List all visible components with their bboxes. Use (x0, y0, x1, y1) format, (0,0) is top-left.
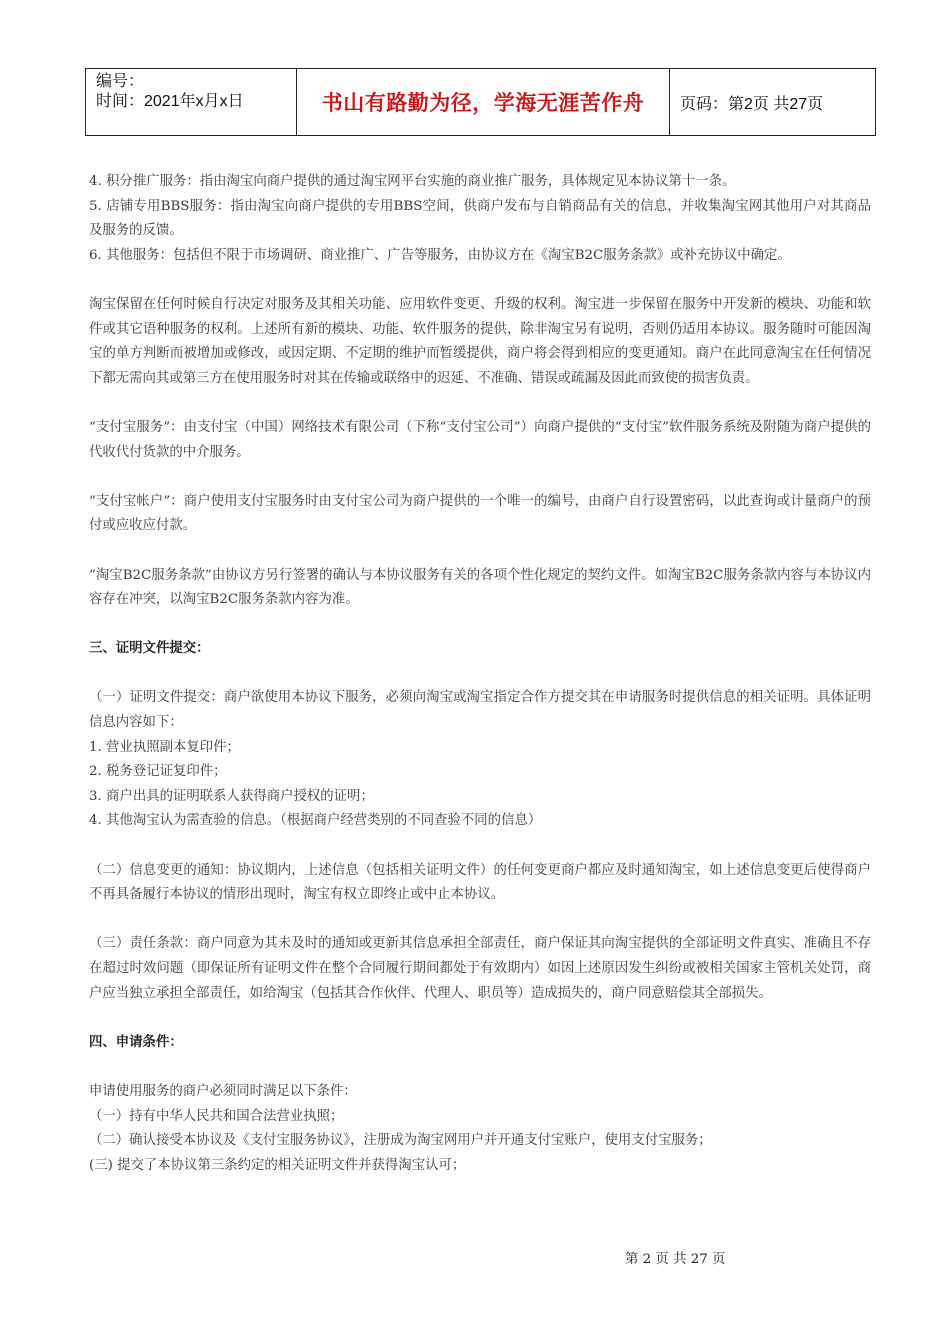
list-item: 4. 其他淘宝认为需查验的信息。（根据商户经营类别的不同查验不同的信息） (89, 813, 542, 829)
header-page-info: 页码：第2页 共27页 (670, 69, 876, 136)
paragraph: “淘宝B2C服务条款”由协议方另行签署的确认与本协议服务有关的各项个性化规定的契约文件。如淘宝B2C服务条款内容与本协议内容存在冲突，以淘宝B2C服务条款内容为准。 (89, 567, 871, 608)
section-heading: 三、证明文件提交： (89, 641, 210, 657)
list-item: (三) 提交了本协议第三条约定的相关证明文件并获得淘宝认可； (89, 1157, 466, 1173)
document-header (85, 68, 876, 136)
document-number-label: 编号： (96, 73, 145, 90)
paragraph: （三）责任条款：商户同意为其未及时的通知或更新其信息承担全部责任，商户保证其向淘宝提供的全部证明文件真实、准确且不存在超过时效问题（即保证所有证明文件在整个合同履行期间都处于有效期内）如因上述原因发生纠纷或被相关国家主管机关处罚，商户应当独立承担全部责任，如给淘宝（包括其合作伙伴、代理人、职员等）造成损失的，商户同意赔偿其全部损失。 (89, 936, 871, 1001)
document-body (89, 170, 871, 1178)
paragraph: 申请使用服务的商户必须同时满足以下条件： (89, 1083, 357, 1099)
page-footer: 第 2 页 共 27 页 (625, 1252, 726, 1267)
paragraph: 淘宝保留在任何时候自行决定对服务及其相关功能、应用软件变更、升级的权利。淘宝进一步保留在服务中开发新的模块、功能和软件或其它语种服务的权利。上述所有新的模块、功能、软件服务的提供，除非淘宝另有说明，否则仍适用本协议。服务随时可能因淘宝的单方判断而被增加或修改，或因定期、不定期的维护而暂缓提供，商户将会得到相应的变更通知。商户在此同意淘宝在任何情况下都无需向其或第三方在使用服务时对其在传输或联络中的迟延、不准确、错误或疏漏及因此而致使的损害负责。 (89, 296, 871, 386)
paragraph: （二）信息变更的通知：协议期内，上述信息（包括相关证明文件）的任何变更商户都应及时通知淘宝，如上述信息变更后使得商户不再具备履行本协议的情形出现时，淘宝有权立即终止或中止本协议。 (89, 862, 871, 903)
paragraph: “支付宝服务”：由支付宝（中国）网络技术有限公司（下称“支付宝公司”）向商户提供的“支付宝”软件服务系统及附随为商户提供的代收代付货款的中介服务。 (89, 419, 871, 460)
list-item: 1. 营业执照副本复印件； (89, 739, 240, 755)
section-heading: 四、申请条件： (89, 1034, 183, 1050)
paragraph: 4. 积分推广服务：指由淘宝向商户提供的通过淘宝网平台实施的商业推广服务，具体规定见本协议第十一条。 (89, 174, 736, 189)
header-meta (86, 69, 297, 136)
paragraph: “支付宝帐户”：商户使用支付宝服务时由支付宝公司为商户提供的一个唯一的编号，由商户自行设置密码，以此查询或计量商户的预付或应收应付款。 (89, 493, 871, 534)
list-item: 3. 商户出具的证明联系人获得商户授权的证明； (89, 788, 374, 804)
list-item: （一）持有中华人民共和国合法营业执照； (89, 1108, 344, 1124)
paragraph: 6. 其他服务：包括但不限于市场调研、商业推广、广告等服务，由协议方在《淘宝B2C服务条款》或补充协议中确定。 (89, 247, 791, 263)
document-time-label: 时间：2021年x月x日 (96, 93, 244, 110)
list-item: 2. 税务登记证复印件； (89, 764, 227, 780)
header-motto: 书山有路勤为径，学海无涯苦作舟 (297, 69, 670, 136)
paragraph: 5. 店铺专用BBS服务：指由淘宝向商户提供的专用BBS空间，供商户发布与自销商品有关的信息，并收集淘宝网其他用户对其商品及服务的反馈。 (89, 198, 871, 239)
paragraph: （一）证明文件提交：商户欲使用本协议下服务，必须向淘宝或淘宝指定合作方提交其在申请服务时提供信息的相关证明。具体证明信息内容如下： (89, 690, 871, 731)
list-item: （二）确认接受本协议及《支付宝服务协议》，注册成为淘宝网用户并开通支付宝账户，使用支付宝服务； (89, 1133, 712, 1149)
